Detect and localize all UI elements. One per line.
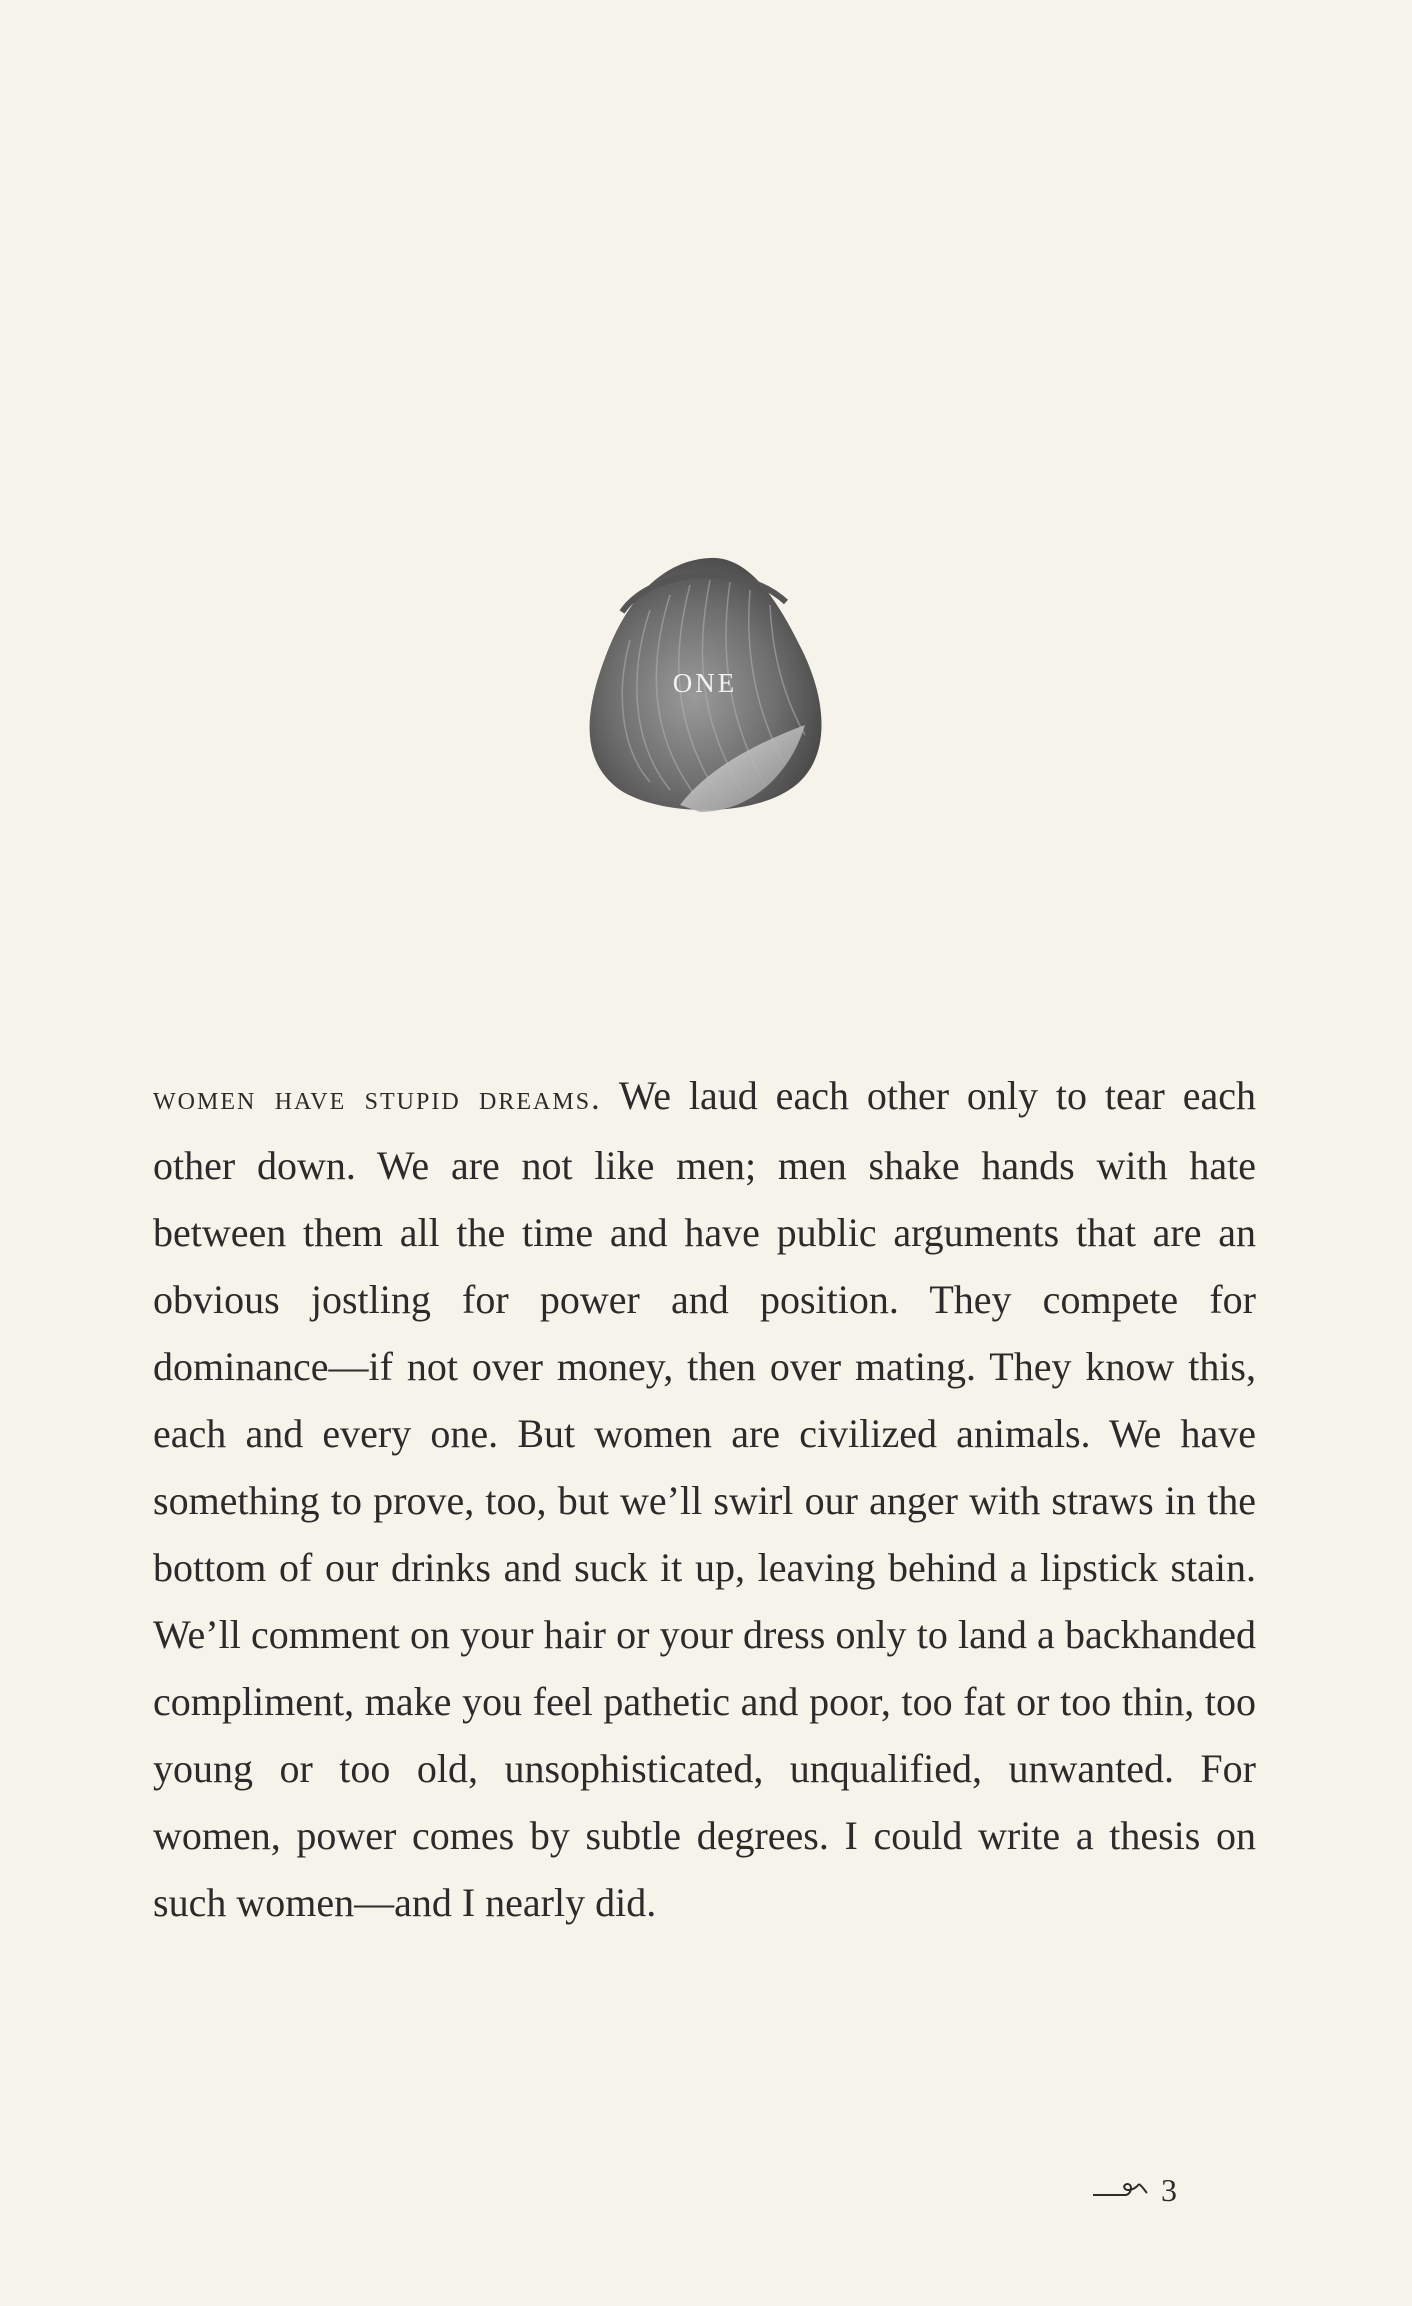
page-footer bbox=[1091, 2160, 1177, 2220]
flourish-ornament-icon bbox=[1091, 2179, 1149, 2201]
body-paragraph bbox=[153, 1062, 1256, 1936]
page-number: 3 bbox=[1161, 2171, 1177, 2208]
lead-in-phrase: women have stupid dreams. bbox=[153, 1080, 602, 1117]
chapter-label: ONE bbox=[672, 668, 738, 698]
paragraph-text: We laud each other only to tear each other down. We are not like men; men shake hands with hate between them all the time and have public arguments that are an obvious jostling for power and position. They compete for dominance—if not over money, then over mating. They know this, each and every one. But women are civilized animals. We have something to prove, too, but we’ll swirl our anger with straws in the bottom of our drinks and suck it up, leaving behind a lipstick stain. We’ll comment on your hair or your dress only to land a backhanded compliment, make you feel pathetic and poor, too fat or too thin, too young or too old, unsophisticated, unqualified, unwanted. For women, power comes by subtle degrees. I could write a thesis on such women—and I nearly did. bbox=[153, 1073, 1256, 1925]
chapter-emblem bbox=[560, 550, 850, 820]
